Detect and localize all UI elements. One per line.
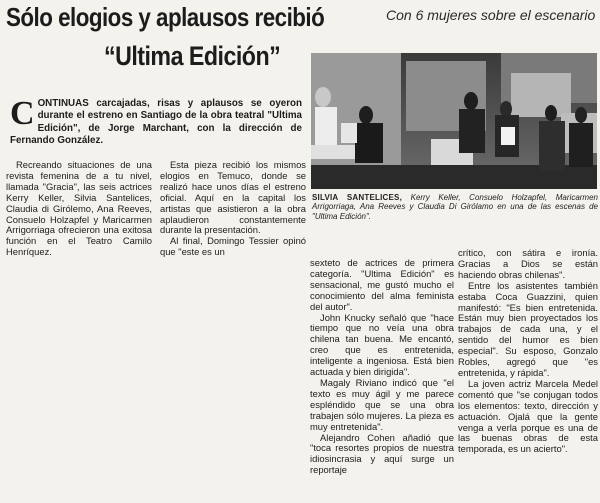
column-paragraph: sexteto de actrices de primera categoría. "Ultima Edición" es sensacional, me gustó mucho el conocimiento del alma feminista del autor". bbox=[310, 257, 454, 312]
photo-caption bbox=[312, 193, 598, 221]
kicker: Con 6 mujeres sobre el escenario bbox=[386, 7, 596, 23]
caption-lead: SILVIA SANTELICES, bbox=[312, 193, 402, 202]
column-paragraph: Magaly Riviano indicó que "el texto es muy ágil y me parece espléndido que se una obra trabajen sólo mujeres. La pieza es muy entretenida". bbox=[310, 376, 454, 432]
drop-cap: C bbox=[10, 95, 35, 132]
column-paragraph: Recreando situaciones de una revista femenina de a tu nivel, llamada "Gracia", las seis actrices Kerry Keller, Silvia Santelices, Claudia di Girólemo, Ana Reeves, Consuelo Holzapfel y Maricarmen Arrigorriaga ofrecieron una exitosa función en el Teatro Camilo Henríquez. bbox=[6, 159, 152, 258]
column-paragraph: crítico, con sátira e ironía. Gracias a Dios se están haciendo obras chilenas". bbox=[458, 247, 598, 280]
column-paragraph: Entre los asistentes también estaba Coca Guazzini, quien manifestó: "Es bien entretenida. Están muy bien proyectados los trabajos de cada una, y el sentido del humor es bien especial". Su esposo, Gonzalo Robles, agregó que "es entretenida, y rápida". bbox=[458, 279, 598, 378]
column-paragraph: Alejandro Cohen añadió que "toca resortes propios de nuestra idiosincrasia y aquí surge un reportaje bbox=[310, 431, 454, 476]
show-title: “Ultima Edición” bbox=[104, 41, 281, 71]
headline: Sólo elogios y aplausos recibió bbox=[6, 2, 325, 32]
column-paragraph: John Knucky señaló que "hace tiempo que no veía una obra chilena tan buena. Me encantó, creo que es entretenida, inteligente a ingeniosa. Está bien actuada y bien dirigida". bbox=[310, 311, 454, 378]
article-column-1 bbox=[6, 160, 152, 258]
caption-text: Kerry Keller, Consuelo Holzapfel, Maricarmen Arrigorriaga, Ana Reeves y Claudia Di Girólamo en una de las escenas de "Ultima Edición". bbox=[312, 193, 598, 221]
stage-photo bbox=[311, 53, 597, 189]
column-paragraph: Esta pieza recibió los mismos elogios en Temuco, donde se realizó hace unos días el estreno oficial. Aquí en la capital los artistas que asistieron a la obra aplaudieron constantemente durante la presentación. bbox=[160, 159, 306, 236]
article-column-4 bbox=[458, 248, 598, 455]
column-paragraph: La joven actriz Marcela Medel comentó que "se conjugan todos los elementos: texto, dirección y actuación. Ojalá que la gente venga a verla porque es una de las buenas obras de esta temporada, es un acierto". bbox=[458, 377, 598, 455]
column-paragraph: Al final, Domingo Tessier opinó que "este es un bbox=[160, 235, 306, 258]
stage-photo-image bbox=[311, 53, 597, 189]
lede-paragraph bbox=[10, 95, 302, 148]
article-column-3 bbox=[310, 258, 454, 476]
lede-text: ONTINUAS carcajadas, risas y aplausos se oyeron durante el estreno en Santiago de la obra teatral "Ultima Edición", de Jorge Marchant, con la dirección de Fernando González. bbox=[10, 98, 302, 147]
article-column-2 bbox=[160, 160, 306, 258]
